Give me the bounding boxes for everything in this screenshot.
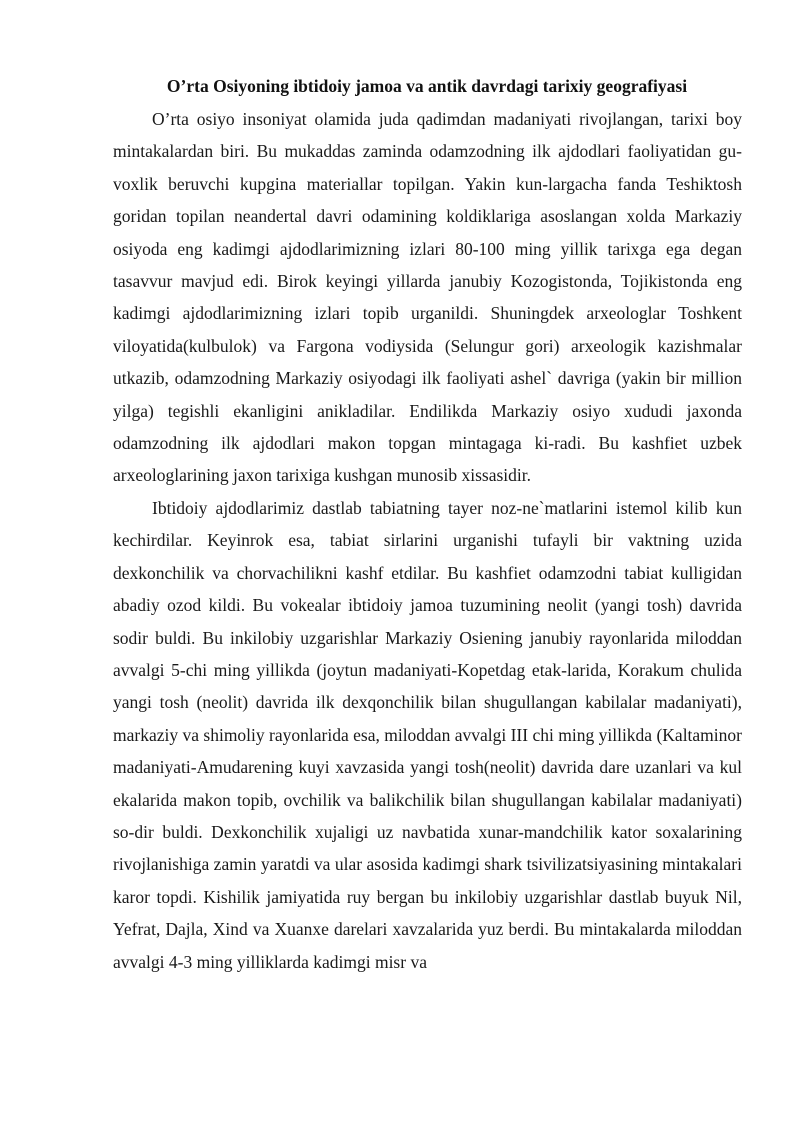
paragraph-2: Ibtidoiy ajdodlarimiz dastlab tabiatning tayer noz-ne`matlarini istemol kilib kun kechirdilar. Keyinrok esa, tabiat sirlarini urganishi tufayli bir vaktning uzida dexkonchilik va chorvachilikni kashf etdilar. Bu kashfiet odamzodni tabiat kulligidan abadiy ozod kildi. Bu vokealar ibtidoiy jamoa tuzumining neolit (yangi tosh) davrida sodir buldi. Bu inkilobiy uzgarishlar Markaziy Osiening janubiy rayonlarida miloddan avvalgi 5-chi ming yillikda (joytun madaniyati-Kopetdag etak-larida, Korakum chulida yangi tosh (neolit) davrida ilk dexqonchilik bilan shugullangan kabilalar madaniyati), markaziy va shimoliy rayonlarida esa, miloddan avvalgi III chi ming yillikda (Kaltaminor madaniyati-Amudarening kuyi xavzasida yangi tosh(neolit) davrida dare uzanlari va kul ekalarida makon topib, ovchilik va balikchilik bilan shugullangan kabilalar madaniyati) so-dir buldi. Dexkonchilik xujaligi uz navbatida xunar-mandchilik kator soxalarining rivojlanishiga zamin yaratdi va ular asosida kadimgi shark tsivilizatsiyasining mintakalari karor topdi. Kishilik jamiyatida ruy bergan bu inkilobiy uzgarishlar dastlab buyuk Nil, Yefrat, Dajla, Xind va Xuanxe darelari xavzalarida yuz berdi. Bu mintakalarda miloddan avvalgi 4-3 ming yilliklarda kadimgi misr va xyxy=(113,497,742,972)
document-title: O’rta Osiyoning ibtidoiy jamoa va antik davrdagi tarixiy geografiyasi xyxy=(166,76,688,96)
document-body xyxy=(113,103,742,978)
paragraph-1: O’rta osiyo insoniyat olamida juda qadimdan madaniyati rivojlangan, tarixi boy mintakalardan biri. Bu mukaddas zaminda odamzodning ilk ajdodlari faoliyatidan gu-voxlik beruvchi kupgina materiallar topilgan. Yakin kun-largacha fanda Teshiktosh goridan topilan neandertal davri odamining koldiklariga asoslangan xolda Markaziy osiyoda eng kadimgi ajdodlarimizning izlari 80-100 ming yillik tarixga ega degan tasavvur mavjud edi. Birok keyingi yillarda janubiy Kozogistonda, Tojikistonda eng kadimgi ajdodlarimizning izlari topib urganildi. Shuningdek arxeologlar Toshkent viloyatida(kulbulok) va Fargona vodiysida (Selungur gori) arxeologik kazishmalar utkazib, odamzodning Markaziy osiyodagi ilk faoliyati ashel` davriga (yakin bir million yilga) tegishli ekanligini anikladilar. Endilikda Markaziy osiyo xududi jaxonda odamzodning ilk ajdodlari makon topgan mintagaga ki-radi. Bu kashfiet uzbek arxeologlarining jaxon tarixiga kushgan munosib xissasidir. xyxy=(113,109,742,486)
